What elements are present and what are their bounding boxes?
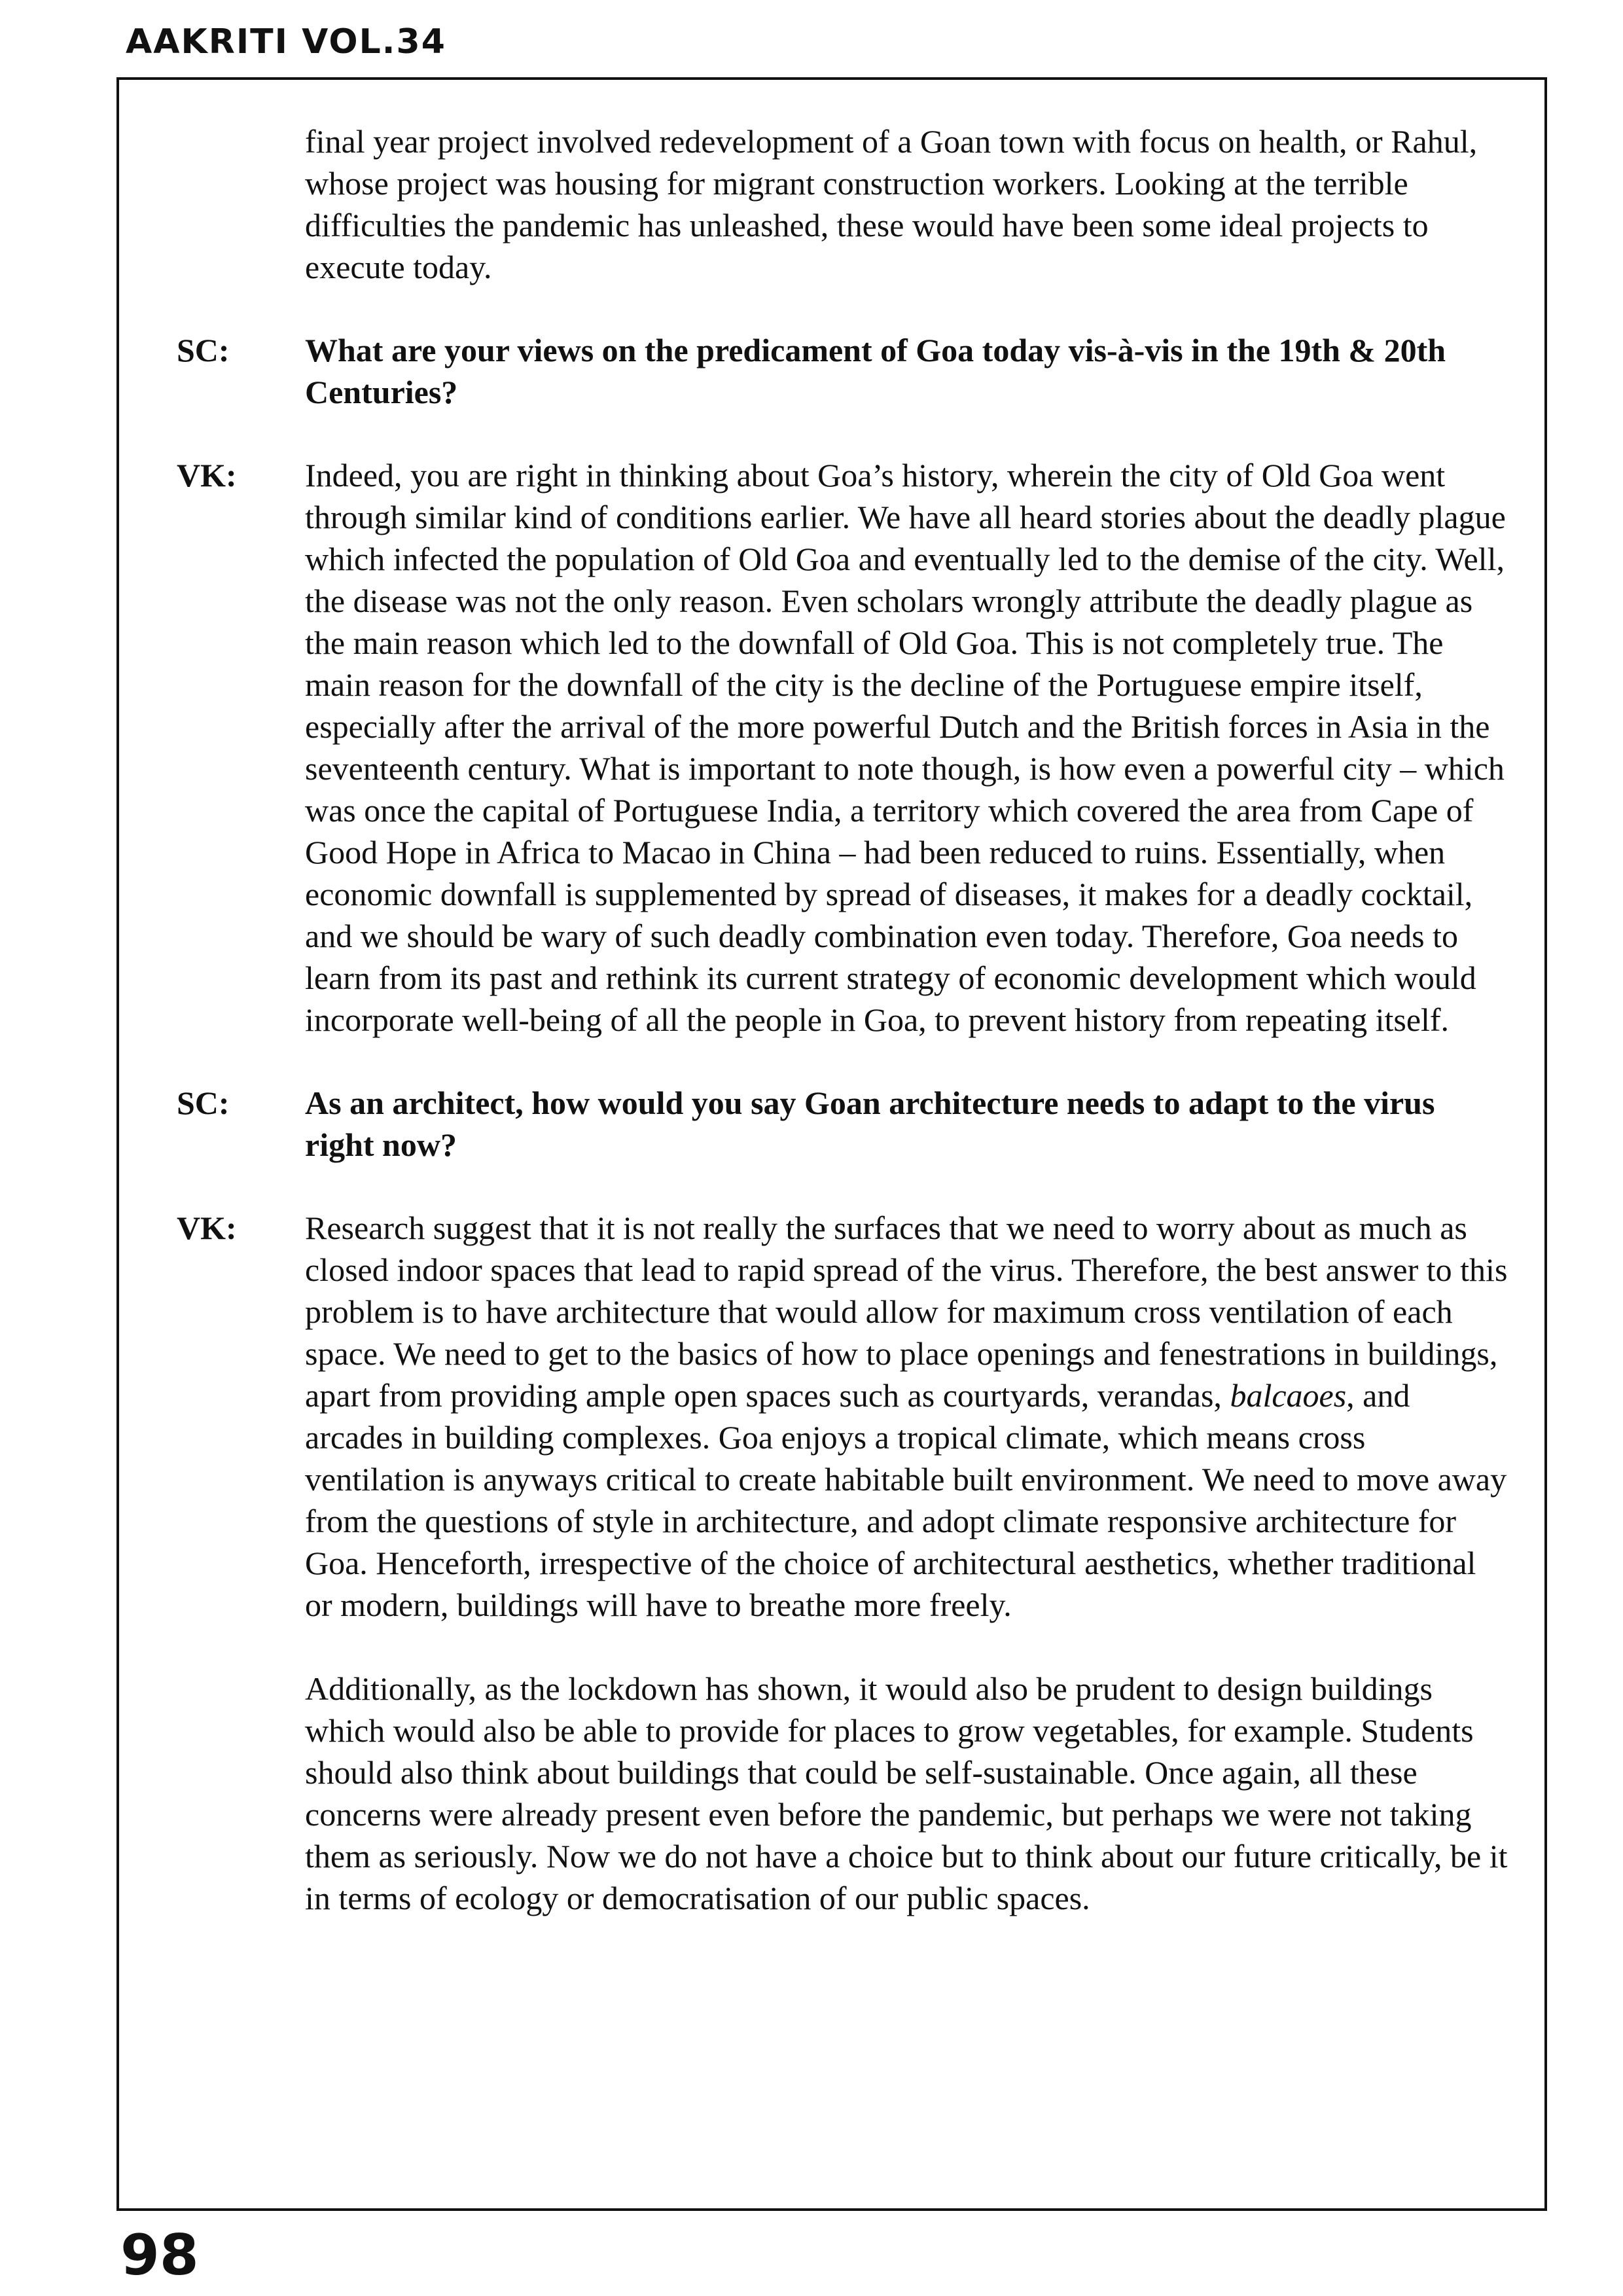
intro-paragraph: final year project involved redevelopment of a Goan town with focus on health, or Rahul, whose project was housing for migrant construction workers. Looking at the terrible difficulties the pandemic has unleashed, these would have been some ideal projects to execute today. (305, 123, 1478, 285)
page-number: 98 (120, 2223, 199, 2288)
intro-block (177, 120, 1538, 288)
answer-2-paragraph-2: Additionally, as the lockdown has shown, it would also be prudent to design buildings which would also be able to provide for places to grow vegetables, for example. Students should also think about buildings that could be self-sustainable. Once again, all these concerns were already present even before the pandemic, but perhaps we were not taking them as seriously. Now we do not have a choice but to think about our future critically, be it in terms of ecology or democratisation of our public spaces. (305, 1670, 1508, 1916)
speaker-label-sc: SC: (177, 332, 230, 368)
answer-1-text: Indeed, you are right in thinking about Goa’s history, wherein the city of Old Goa went through similar kind of conditions earlier. We have all heard stories about the deadly plague which infected the population of Old Goa and eventually led to the demise of the city. Well, the disease was not the only reason. Even scholars wrongly attribute the deadly plague as the main reason which led to the downfall of Old Goa. This is not completely true. The main reason for the downfall of the city is the decline of the Portuguese empire itself, especially after the arrival of the more powerful Dutch and the British forces in Asia in the seventeenth century. What is important to note though, is how even a powerful city – which was once the capital of Portuguese India, a territory which covered the area from Cape of Good Hope in Africa to Macao in China – had been reduced to ruins. Essentially, when economic downfall is supplemented by spread of diseases, it makes for a deadly cocktail, and we should be wary of such deadly combination even today. Therefore, Goa needs to learn from its past and rethink its current strategy of economic development which would incorporate well-being of all the people in Goa, to prevent history from repeating itself. (305, 457, 1506, 1038)
question-1-block (177, 329, 1538, 413)
answer-2-p1-start: Research suggest that it is not really the surfaces that we need to worry about as much as closed indoor spaces that lead to rapid spread of the virus. Therefore, the best answer to this problem is to have architecture that would allow for maximum cross ventilation of each space. We need to get to the basics of how to place openings and fenestrations in buildings, apart from providing ample open spaces such as courtyards, verandas, (305, 1210, 1508, 1414)
interview-content (177, 120, 1538, 1919)
answer-2-paragraph-1 (305, 1207, 1509, 1626)
speaker-label-vk: VK: (177, 1210, 237, 1246)
magazine-header: AAKRITI VOL.34 (126, 22, 446, 62)
answer-2-p1-end: , and arcades in building complexes. Goa enjoys a tropical climate, which means cross ventilation is anyways critical to create habitable built environment. We need to move away from the questions of style in architecture, and adopt climate responsive architecture for Goa. Henceforth, irrespective of the choice of architectural aesthetics, whether traditional or modern, buildings will have to breathe more freely. (305, 1377, 1507, 1623)
answer-2-text (305, 1207, 1509, 1919)
answer-2-block (177, 1207, 1538, 1919)
question-2-block (177, 1082, 1538, 1166)
answer-1-block (177, 454, 1538, 1041)
speaker-label-sc: SC: (177, 1085, 230, 1121)
paragraph-spacer (305, 1626, 1509, 1668)
speaker-label-vk: VK: (177, 457, 237, 493)
italic-term: balcaoes (1230, 1377, 1347, 1414)
question-2-text: As an architect, how would you say Goan architecture needs to adapt to the virus right now? (305, 1085, 1435, 1163)
question-1-text: What are your views on the predicament of Goa today vis-à-vis in the 19th & 20th Centuries? (305, 332, 1446, 410)
